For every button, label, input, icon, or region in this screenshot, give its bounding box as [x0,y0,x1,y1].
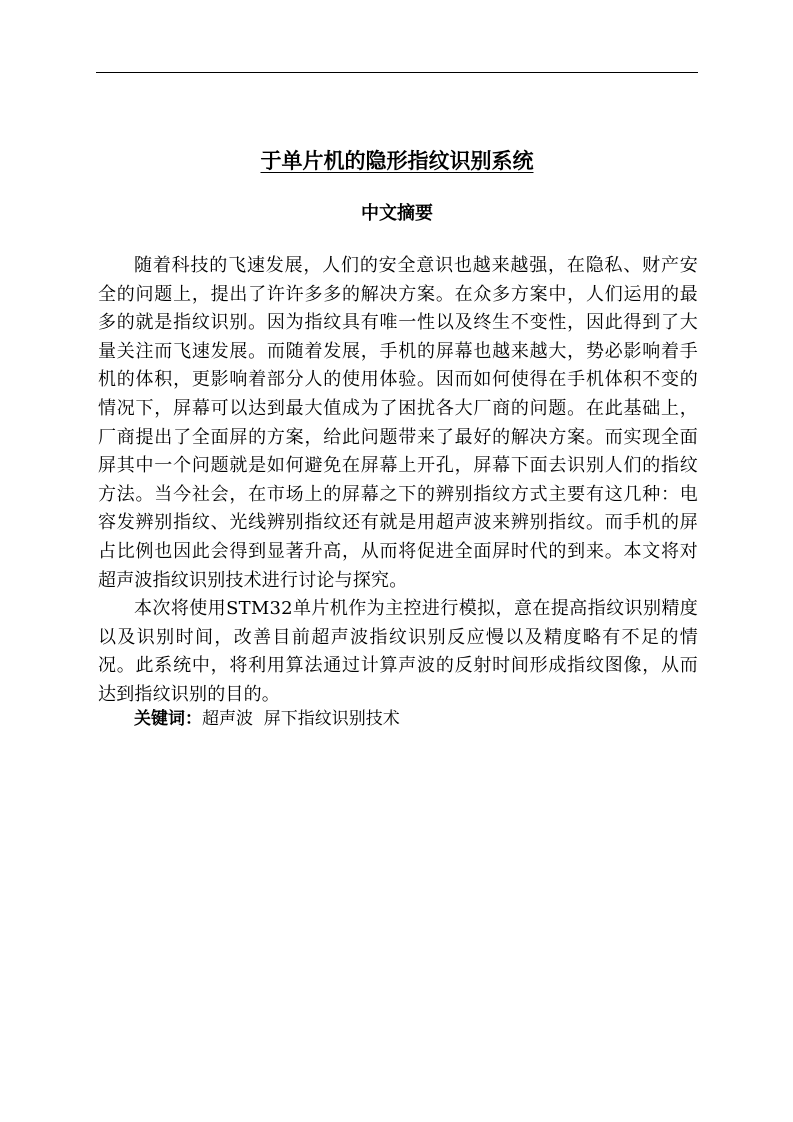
document-title-text: 于单片机的隐形指纹识别系统 [260,149,534,173]
abstract-body [98,252,698,710]
keywords-value: 超声波 屏下指纹识别技术 [202,709,400,729]
header-rule [96,72,698,73]
document-title [96,146,698,176]
abstract-paragraph-1: 随着科技的飞速发展，人们的安全意识也越来越强，在隐私、财产安全的问题上，提出了许许多多的解决方案。在众多方案中，人们运用的最多的就是指纹识别。因为指纹具有唯一性以及终生不变性，因此得到了大量关注而飞速发展。而随着发展，手机的屏幕也越来越大，势必影响着手机的体积，更影响着部分人的使用体验。因而如何使得在手机体积不变的情况下，屏幕可以达到最大值成为了困扰各大厂商的问题。在此基础上，厂商提出了全面屏的方案，给此问题带来了最好的解决方案。而实现全面屏其中一个问题就是如何避免在屏幕上开孔，屏幕下面去识别人们的指纹方法。当今社会，在市场上的屏幕之下的辨别指纹方式主要有这几种：电容发辨别指纹、光线辨别指纹还有就是用超声波来辨别指纹。而手机的屏占比例也因此会得到显著升高，从而将促进全面屏时代的到来。本文将对超声波指纹识别技术进行讨论与探究。 [98,255,698,591]
keywords-line [134,706,694,732]
abstract-paragraph-2: 本次将使用STM32单片机作为主控进行模拟，意在提高指纹识别精度以及识别时间，改善目前超声波指纹识别反应慢以及精度略有不足的情况。此系统中，将利用算法通过计算声波的反射时间形成指纹图像，从而达到指纹识别的目的。 [98,598,698,705]
keywords-label: 关键词： [134,709,202,729]
abstract-heading: 中文摘要 [361,203,433,224]
